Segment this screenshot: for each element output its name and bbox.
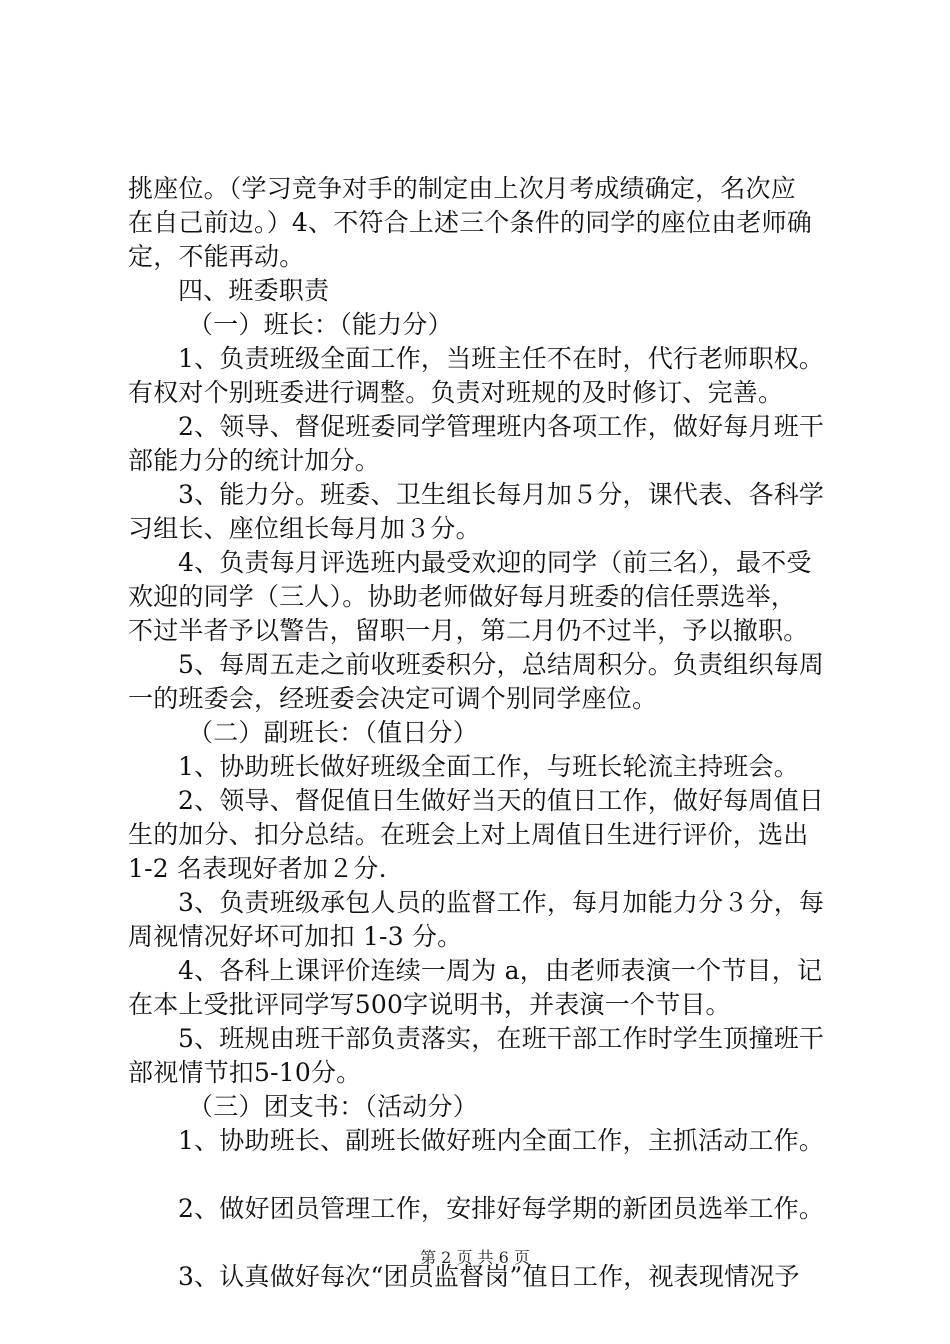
subsection-heading: （二）副班长：（值日分）	[188, 718, 478, 747]
text-line: 3、负责班级承包人员的监督工作，每月加能力分３分，每	[178, 888, 825, 917]
paragraph-gap	[128, 1158, 838, 1192]
page-footer: 第 2 页 共 6 页	[420, 1248, 530, 1267]
text-line: 不过半者予以警告，留职一月，第二月仍不过半，予以撤职。	[128, 616, 809, 645]
text-line: 欢迎的同学（三人）。协助老师做好每月班委的信任票选举，	[128, 582, 796, 611]
text-line: 挑座位。（学习竞争对手的制定由上次月考成绩确定，名次应	[128, 174, 796, 203]
text-line: 1、协助班长、副班长做好班内全面工作，主抓活动工作。	[178, 1126, 825, 1155]
text-line: 4、负责每月评选班内最受欢迎的同学（前三名），最不受	[178, 548, 812, 577]
document-body	[128, 172, 838, 1294]
text-line: 5、班规由班干部负责落实，在班干部工作时学生顶撞班干	[178, 1024, 825, 1053]
subsection-heading: （三）团支书：（活动分）	[188, 1092, 478, 1121]
text-line: 3、能力分。班委、卫生组长每月加５分，课代表、各科学	[178, 480, 825, 509]
text-line: 习组长、座位组长每月加３分。	[128, 514, 481, 543]
text-line: 周视情况好坏可加扣 1-3 分。	[128, 922, 463, 951]
text-line: 5、每周五走之前收班委积分，总结周积分。负责组织每周	[178, 650, 825, 679]
text-line: 2、领导、督促值日生做好当天的值日工作，做好每周值日	[178, 786, 825, 815]
text-line: 4、各科上课评价连续一周为 a，由老师表演一个节目，记	[178, 956, 823, 985]
text-line: 1、负责班级全面工作，当班主任不在时，代行老师职权。	[178, 344, 825, 373]
text-line: 生的加分、扣分总结。在班会上对上周值日生进行评价，选出	[128, 820, 809, 849]
section-heading: 四、班委职责	[178, 276, 330, 305]
text-line: 1-2 名表现好者加２分.	[128, 854, 387, 883]
text-line: 在本上受批评同学写500字说明书，并表演一个节目。	[128, 990, 731, 1019]
text-line: 有权对个别班委进行调整。负责对班规的及时修订、完善。	[128, 378, 784, 407]
text-line: 一的班委会，经班委会决定可调个别同学座位。	[128, 684, 658, 713]
text-line: 部视情节扣5-10分。	[128, 1058, 362, 1087]
text-line: 2、领导、督促班委同学管理班内各项工作，做好每月班干	[178, 412, 825, 441]
text-line: 部能力分的统计加分。	[128, 446, 381, 475]
text-line: 在自己前边。）4、不符合上述三个条件的同学的座位由老师确	[128, 208, 813, 237]
text-line: 3、认真做好每次“团员监督岗”值日工作，视表现情况予	[178, 1262, 800, 1291]
text-line: 定，不能再动。	[128, 242, 305, 271]
subsection-heading: （一）班长：（能力分）	[188, 310, 453, 339]
text-line: 1、协助班长做好班级全面工作，与班长轮流主持班会。	[178, 752, 799, 781]
text-line: 2、做好团员管理工作，安排好每学期的新团员选举工作。	[178, 1194, 825, 1223]
